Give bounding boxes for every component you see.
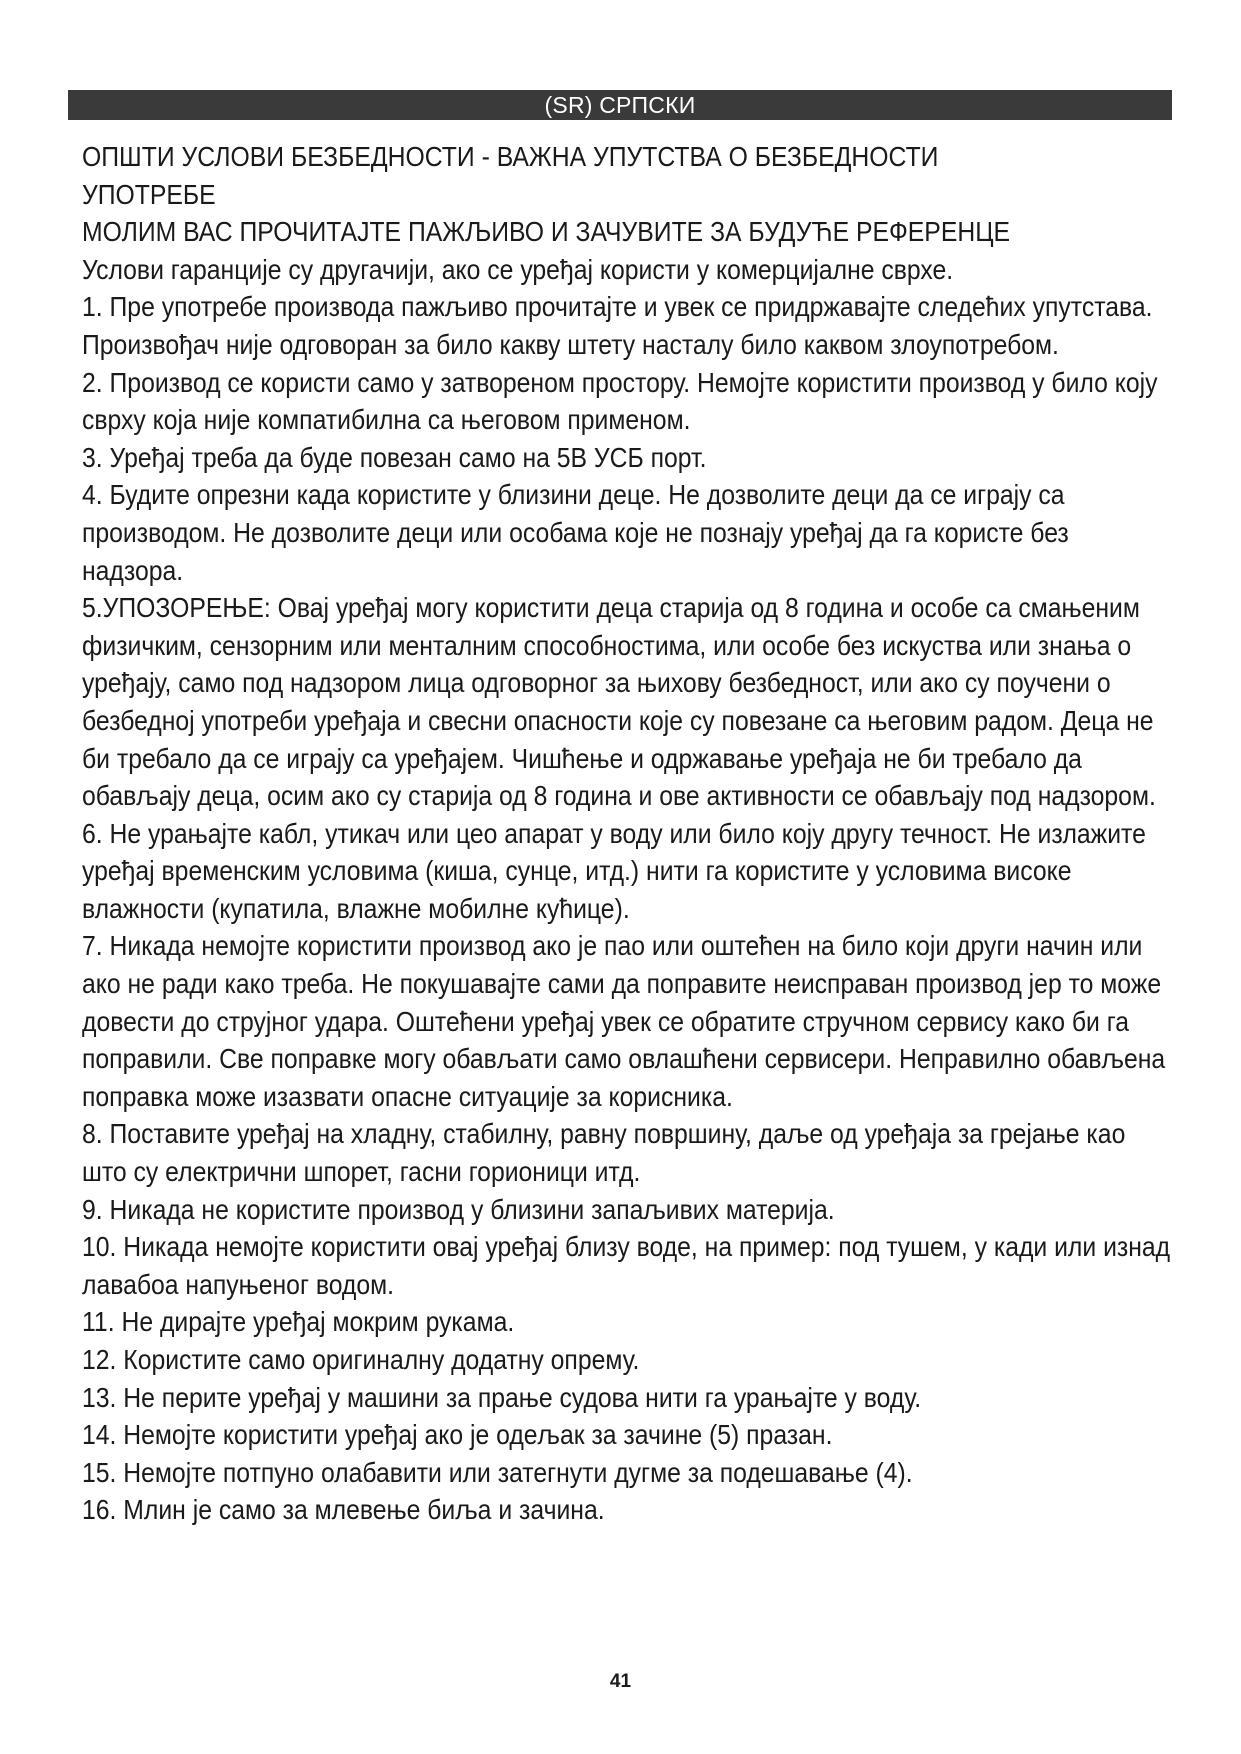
instruction-item-5: 5.УПОЗОРЕЊЕ: Овај уређај могу користити деца старија од 8 година и особе са смањеним физичким, сензорним или менталним способностима, или особе без искуства или знања о уређају, само под надзором лица одговорног за њихову безбедност, или ако су поучени о безбедној употреби уређаја и свесни опасности које су повезане са његовим радом. Деца не би требало да се играју са уређајем. Чишћење и одржавање уређаја не би требало да обављају деца, осим ако су старија од 8 година и ове активности се обављају под надзором. [82,592,1156,812]
instruction-item-4: 4. Будите опрезни када користите у близини деце. Не дозволите деци да се играју са производом. Не дозволите деци или особама које не познају уређај да га користе без надзора. [82,479,1069,586]
instruction-item-8: 8. Поставите уређај на хладну, стабилну, равну површину, даље од уређаја за грејање као што су електрични шпорет, гасни горионици итд. [82,1118,1126,1188]
instruction-item-1: 1. Пре употребе производа пажљиво прочитајте и увек се придржавајте следећих упутстава. Произвођач није одговоран за било какву штету насталу било каквом злоупотребом. [82,291,1153,360]
instruction-item-9: 9. Никада не користите производ у близини запаљивих материја. [82,1193,835,1225]
page-number: 41 [609,1671,632,1692]
document-subtitle: МОЛИМ ВАС ПРОЧИТАЈТЕ ПАЖЉИВО И ЗАЧУВИТЕ ЗА БУДУЋЕ РЕФЕРЕНЦЕ [82,216,1011,248]
document-title-line-1: ОПШТИ УСЛОВИ БЕЗБЕДНОСТИ - ВАЖНА УПУТСТВА О БЕЗБЕДНОСТИ [82,141,939,172]
instruction-item-10: 10. Никада немојте користити овај уређај близу воде, на пример: под тушем, у кади или изнад лавабоа напуњеног водом. [82,1231,1171,1300]
instruction-item-14: 14. Немојте користити уређај ако је одељак за зачине (5) празан. [82,1419,833,1451]
instruction-item-2: 2. Производ се користи само у затвореном простору. Немојте користити производ у било коју сврху која није компатибилна са његовом применом. [82,366,1158,436]
language-header-bar: (SR) СРПСКИ [68,90,1172,120]
document-title-line-2: УПОТРЕБЕ [82,178,216,210]
instruction-item-15: 15. Немојте потпуно олабавити или затегнути дугме за подешавање (4). [82,1456,913,1488]
instruction-item-6: 6. Не урањајте кабл, утикач или цео апарат у воду или било коју другу течност. Не излажите уређај временским условима (киша, сунце, итд.) нити га користите у условима високе влажности (купатила, влажне мобилне кућице). [82,817,1146,924]
instruction-item-3: 3. Уређај треба да буде повезан само на 5В УСБ порт. [82,441,707,473]
instruction-item-16: 16. Млин је само за млевење биља и зачина. [82,1494,605,1526]
instruction-item-11: 11. Не дирајте уређај мокрим рукама. [82,1306,515,1338]
instruction-item-13: 13. Не перите уређај у машини за прање судова нити га урањајте у воду. [82,1381,922,1413]
instruction-item-7: 7. Никада немојте користити производ ако је пао или оштећен на било који други начин или ако не ради како треба. Не покушавајте сами да поправите неисправан производ јер то може довести до струјног удара. Оштећени уређај увек се обратите стручном сервису како би га поправили. Све поправке могу обављати само овлашћени сервисери. Неправилно обављена поправка може изазвати опасне ситуације за корисника. [82,930,1166,1112]
warranty-note: Услови гаранције су другачији, ако се уређај користи у комерцијалне сврхе. [82,253,954,285]
instruction-item-12: 12. Користите само оригиналну додатну опрему. [82,1344,640,1375]
safety-instructions-body [82,138,1176,1529]
